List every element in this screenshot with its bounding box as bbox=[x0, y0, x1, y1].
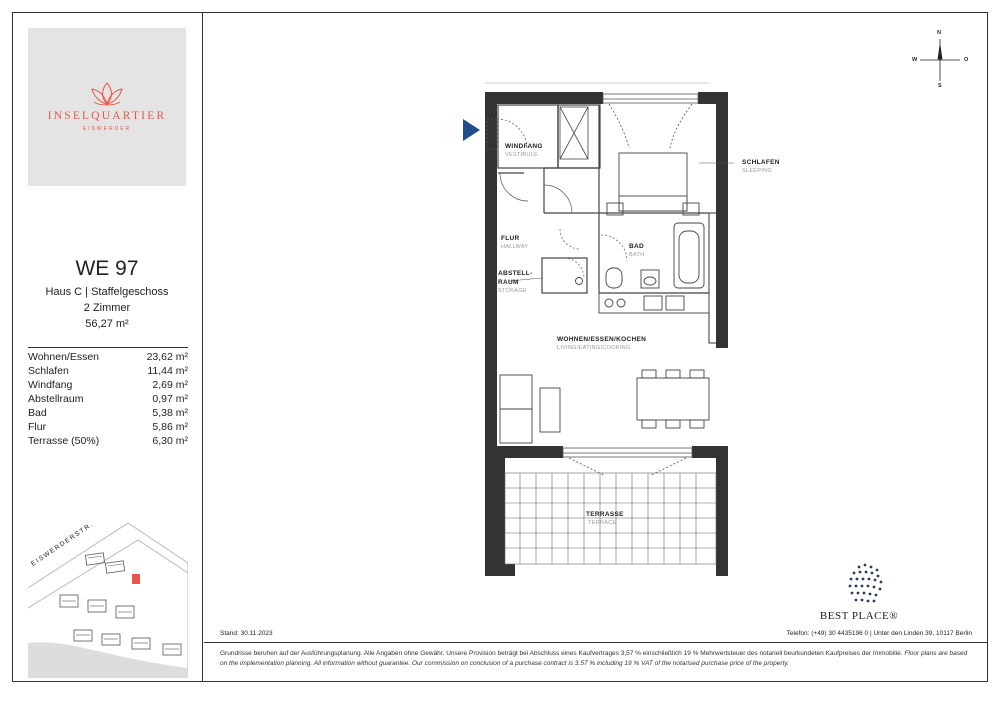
unit-total-area: 56,27 m² bbox=[85, 318, 129, 330]
area-value: 11,44 m² bbox=[147, 365, 188, 377]
area-value: 23,62 m² bbox=[146, 351, 188, 363]
divider bbox=[204, 642, 987, 643]
floor-plan-area bbox=[204, 13, 987, 681]
area-value: 2,69 m² bbox=[152, 379, 188, 391]
compass-icon bbox=[920, 39, 960, 81]
best-place-logo-icon bbox=[849, 564, 883, 603]
area-row bbox=[28, 379, 188, 391]
brand-name: BEST PLACE® bbox=[819, 610, 899, 622]
area-name: Abstellraum bbox=[28, 393, 84, 405]
room-schlafen-en: SLEEPING bbox=[742, 168, 772, 174]
divider bbox=[28, 347, 188, 348]
room-terrasse: TERRASSE bbox=[586, 511, 624, 518]
area-value: 5,86 m² bbox=[152, 421, 188, 433]
disclaimer-de: Grundrisse beruhen auf der Ausführungsplanung. Alle Angaben ohne Gewähr. Unsere Provision beträgt bei Abschluss eines Kaufvertrages 3,57 % einschließlich 19 % Mehrwertsteuer des notariell beurkundeten Kaufpreises der Immobilie. bbox=[220, 650, 903, 657]
room-flur: FLUR bbox=[501, 235, 520, 242]
room-bad: BAD bbox=[629, 243, 644, 250]
disclaimer bbox=[220, 649, 972, 668]
area-name: Bad bbox=[28, 407, 47, 419]
disclaimer-en: Floor plans are based on the implementation planning. All information without guarantee. Our commission on conclusion of a purchase contract is 3.57 % including 19 % VAT of the notarised purchase price of the property. bbox=[220, 650, 968, 667]
room-abstell-1: ABSTELL- bbox=[498, 270, 533, 277]
area-name: Schlafen bbox=[28, 365, 69, 377]
area-value: 6,30 m² bbox=[152, 435, 188, 447]
stand-date: Stand: 30.11.2023 bbox=[220, 630, 273, 637]
unit-rooms: 2 Zimmer bbox=[83, 302, 131, 314]
compass-north: N bbox=[937, 30, 941, 36]
room-windfang: WINDFANG bbox=[505, 143, 543, 150]
compass-south: S bbox=[938, 83, 942, 89]
room-wohnen: WOHNEN/ESSEN/KOCHEN bbox=[557, 336, 647, 343]
room-bad-en: BATH bbox=[629, 252, 645, 258]
area-name: Flur bbox=[28, 421, 47, 433]
area-row bbox=[28, 435, 188, 447]
unit-location-marker bbox=[132, 574, 140, 584]
area-name: Terrasse (50%) bbox=[28, 435, 100, 447]
area-row bbox=[28, 393, 188, 405]
area-row bbox=[28, 421, 188, 433]
area-value: 0,97 m² bbox=[152, 393, 188, 405]
room-abstell-2: RAUM bbox=[498, 279, 519, 286]
info-column bbox=[13, 13, 203, 681]
area-name: Windfang bbox=[28, 379, 73, 391]
unit-title: WE 97 bbox=[75, 257, 139, 280]
compass-east: O bbox=[964, 57, 969, 63]
room-abstell-en: STORAGE bbox=[498, 288, 527, 294]
entrance-arrow-icon bbox=[463, 119, 480, 141]
site-map bbox=[28, 518, 188, 678]
area-row bbox=[28, 407, 188, 419]
room-terrasse-en: TERRACE bbox=[588, 520, 617, 526]
room-flur-en: HALLWAY bbox=[501, 244, 529, 250]
street-label: EISWERDERSTR. bbox=[30, 520, 95, 568]
logo-title: INSELQUARTIER bbox=[47, 110, 167, 122]
area-row bbox=[28, 351, 188, 363]
unit-building: Haus C | Staffelgeschoss bbox=[45, 286, 169, 298]
logo-subtitle: EISWERDER bbox=[82, 126, 132, 132]
room-schlafen: SCHLAFEN bbox=[742, 159, 780, 166]
compass-west: W bbox=[912, 57, 918, 63]
area-value: 5,38 m² bbox=[152, 407, 188, 419]
area-name: Wohnen/Essen bbox=[28, 351, 100, 363]
area-row bbox=[28, 365, 188, 377]
lotus-icon bbox=[28, 28, 186, 186]
page-frame bbox=[12, 12, 988, 682]
room-windfang-en: VESTIBULE bbox=[505, 152, 538, 158]
room-wohnen-en: LIVING/EATING/COOKING bbox=[557, 345, 631, 351]
contact-info: Telefon: (+49) 30 4435196 0 | Unter den Linden 39, 10117 Berlin bbox=[786, 630, 972, 637]
project-logo bbox=[28, 28, 186, 186]
